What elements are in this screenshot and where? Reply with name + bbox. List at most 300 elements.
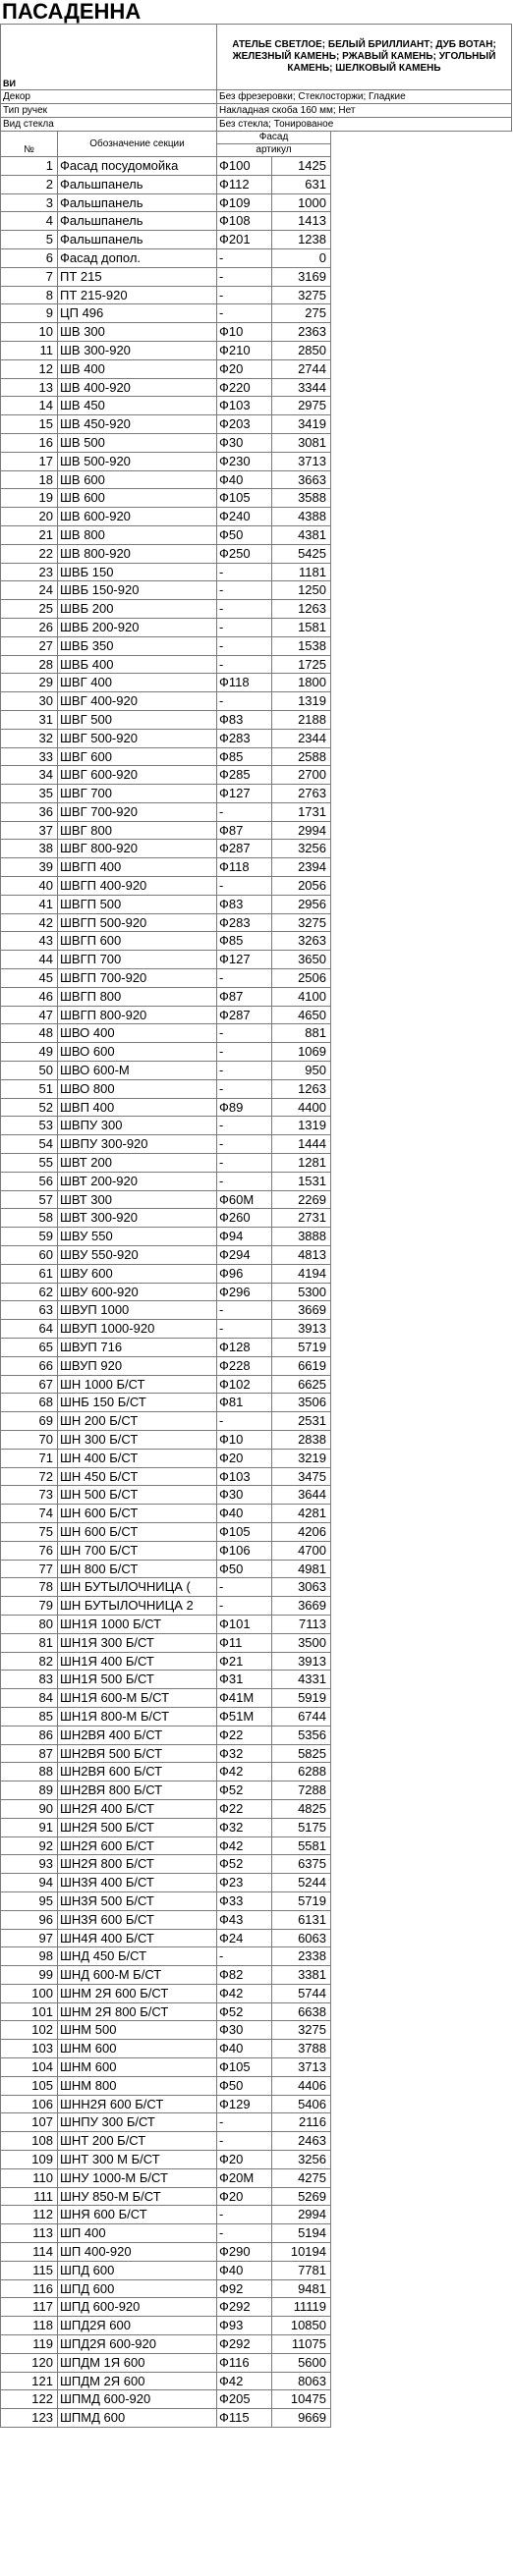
row-number: 25 [1, 600, 58, 619]
row-facade: Ф22 [217, 1726, 272, 1744]
row-section: ШПД 600 [58, 2261, 217, 2279]
row-number: 45 [1, 969, 58, 988]
table-row [1, 1320, 512, 1339]
row-facade: Ф32 [217, 1818, 272, 1836]
row-price: 1800 [272, 674, 331, 692]
row-number: 89 [1, 1781, 58, 1800]
table-row [1, 1929, 512, 1947]
table-row [1, 563, 512, 581]
row-facade: Ф230 [217, 452, 272, 470]
row-facade: Ф128 [217, 1339, 272, 1357]
table-row [1, 1689, 512, 1708]
row-section: ШВ 600-920 [58, 508, 217, 526]
price-table [0, 24, 512, 2428]
row-facade: Ф42 [217, 2372, 272, 2390]
row-facade: Ф129 [217, 2095, 272, 2113]
row-facade: - [217, 1172, 272, 1190]
row-facade: Ф118 [217, 858, 272, 877]
row-facade: Ф52 [217, 1855, 272, 1874]
table-row [1, 2002, 512, 2021]
meta-row-handles [1, 104, 512, 118]
row-section: ШВТ 200 [58, 1154, 217, 1173]
table-row [1, 1135, 512, 1154]
row-section: ШВГ 700-920 [58, 802, 217, 821]
table-row [1, 2243, 512, 2262]
table-row [1, 1228, 512, 1246]
row-facade: - [217, 600, 272, 619]
row-number: 44 [1, 951, 58, 969]
row-number: 110 [1, 2168, 58, 2187]
meta-label: Вид стекла [1, 118, 217, 132]
row-section: ШВГ 400 [58, 674, 217, 692]
row-price: 1263 [272, 600, 331, 619]
row-section: ШВГП 400-920 [58, 877, 217, 896]
row-number: 16 [1, 433, 58, 452]
row-section: ШВГП 700 [58, 951, 217, 969]
row-price: 4206 [272, 1522, 331, 1541]
row-facade: Ф52 [217, 1781, 272, 1800]
table-row [1, 969, 512, 988]
row-facade: Ф51М [217, 1707, 272, 1726]
row-price: 5719 [272, 1891, 331, 1910]
row-section: ШН 500 Б/СТ [58, 1486, 217, 1505]
row-number: 69 [1, 1412, 58, 1431]
row-number: 11 [1, 341, 58, 359]
meta-value: Накладная скоба 160 мм; Нет [217, 104, 512, 118]
row-price: 2363 [272, 323, 331, 342]
row-number: 6 [1, 248, 58, 267]
row-facade: Ф210 [217, 341, 272, 359]
col-num-header: № [1, 132, 58, 157]
row-number: 56 [1, 1172, 58, 1190]
table-row [1, 2187, 512, 2206]
row-number: 53 [1, 1117, 58, 1135]
row-price: 4406 [272, 2076, 331, 2095]
row-price: 7113 [272, 1615, 331, 1633]
row-section: Фасад посудомойка [58, 157, 217, 176]
row-section: ШВ 300 [58, 323, 217, 342]
row-section: ШН3Я 500 Б/СТ [58, 1891, 217, 1910]
row-number: 30 [1, 692, 58, 711]
table-row [1, 729, 512, 747]
table-row [1, 2372, 512, 2390]
row-number: 10 [1, 323, 58, 342]
row-facade: - [217, 802, 272, 821]
row-number: 33 [1, 747, 58, 766]
row-number: 68 [1, 1394, 58, 1412]
row-section: ШНУ 1000-М Б/СТ [58, 2168, 217, 2187]
table-row [1, 1079, 512, 1098]
row-facade: Ф108 [217, 212, 272, 231]
vi-label: ВИ [1, 25, 217, 90]
row-section: ШВУП 920 [58, 1356, 217, 1375]
table-row [1, 1984, 512, 2002]
table-row [1, 1578, 512, 1597]
row-price: 9669 [272, 2409, 331, 2428]
row-price: 4981 [272, 1560, 331, 1578]
row-price: 6375 [272, 1855, 331, 1874]
row-section: ШВ 400-920 [58, 378, 217, 397]
row-facade: Ф89 [217, 1098, 272, 1117]
row-section: ШВО 800 [58, 1079, 217, 1098]
row-number: 92 [1, 1836, 58, 1855]
row-facade: Ф127 [217, 785, 272, 803]
row-number: 36 [1, 802, 58, 821]
table-row [1, 1449, 512, 1467]
row-number: 2 [1, 175, 58, 193]
table-row [1, 1781, 512, 1800]
row-price: 3500 [272, 1633, 331, 1652]
row-facade: Ф285 [217, 766, 272, 785]
row-section: ШПД2Я 600-920 [58, 2335, 217, 2354]
row-facade: Ф81 [217, 1394, 272, 1412]
row-facade: Ф20 [217, 1449, 272, 1467]
row-price: 2763 [272, 785, 331, 803]
row-number: 122 [1, 2390, 58, 2409]
table-row [1, 802, 512, 821]
row-number: 86 [1, 1726, 58, 1744]
row-section: ШВПУ 300 [58, 1117, 217, 1135]
row-number: 34 [1, 766, 58, 785]
row-facade: Ф103 [217, 397, 272, 415]
row-section: ШВГ 500 [58, 710, 217, 729]
table-row [1, 2076, 512, 2095]
row-price: 2116 [272, 2113, 331, 2132]
row-price: 3256 [272, 2151, 331, 2169]
row-price: 950 [272, 1062, 331, 1080]
row-section: ШВТ 200-920 [58, 1172, 217, 1190]
row-section: ШВГ 600-920 [58, 766, 217, 785]
table-row [1, 193, 512, 212]
table-row [1, 1430, 512, 1449]
table-row [1, 1707, 512, 1726]
row-section: ШВО 600 [58, 1043, 217, 1062]
row-number: 35 [1, 785, 58, 803]
row-facade: - [217, 2113, 272, 2132]
row-price: 4281 [272, 1505, 331, 1523]
row-number: 8 [1, 286, 58, 304]
row-number: 4 [1, 212, 58, 231]
row-number: 38 [1, 840, 58, 858]
row-facade: Ф102 [217, 1375, 272, 1394]
row-number: 1 [1, 157, 58, 176]
row-number: 99 [1, 1966, 58, 1985]
row-number: 105 [1, 2076, 58, 2095]
row-price: 6638 [272, 2002, 331, 2021]
row-facade: Ф32 [217, 1744, 272, 1763]
row-number: 113 [1, 2224, 58, 2243]
row-section: ШН 400 Б/СТ [58, 1449, 217, 1467]
row-price: 5300 [272, 1283, 331, 1301]
table-row [1, 1246, 512, 1265]
row-number: 48 [1, 1024, 58, 1043]
row-section: ШВБ 200-920 [58, 618, 217, 636]
row-section: ШН3Я 400 Б/СТ [58, 1874, 217, 1892]
row-section: Фальшпанель [58, 193, 217, 212]
row-number: 12 [1, 359, 58, 378]
table-row [1, 1209, 512, 1228]
row-price: 1731 [272, 802, 331, 821]
row-number: 88 [1, 1763, 58, 1781]
row-number: 23 [1, 563, 58, 581]
table-row [1, 2040, 512, 2058]
row-facade: - [217, 1412, 272, 1431]
row-facade: Ф40 [217, 2261, 272, 2279]
row-facade: Ф101 [217, 1615, 272, 1633]
table-row [1, 1264, 512, 1283]
table-row [1, 1541, 512, 1560]
row-price: 4331 [272, 1671, 331, 1689]
table-row [1, 1652, 512, 1671]
row-section: ШПМД 600 [58, 2409, 217, 2428]
table-row [1, 655, 512, 674]
row-section: ШН 300 Б/СТ [58, 1430, 217, 1449]
row-price: 2344 [272, 729, 331, 747]
row-price: 6131 [272, 1910, 331, 1929]
table-row [1, 1486, 512, 1505]
table-row [1, 766, 512, 785]
row-section: ПТ 215 [58, 267, 217, 286]
row-section: ШПД 600-920 [58, 2298, 217, 2317]
row-price: 4275 [272, 2168, 331, 2187]
row-section: ШН1Я 1000 Б/СТ [58, 1615, 217, 1633]
row-facade: Ф85 [217, 747, 272, 766]
meta-value: Без фрезеровки; Стеклосторжи; Гладкие [217, 90, 512, 104]
row-price: 1069 [272, 1043, 331, 1062]
row-facade: Ф10 [217, 1430, 272, 1449]
row-number: 7 [1, 267, 58, 286]
row-section: ШНУ 850-М Б/СТ [58, 2187, 217, 2206]
row-section: ШПДМ 2Я 600 [58, 2372, 217, 2390]
row-facade: Ф112 [217, 175, 272, 193]
row-number: 15 [1, 415, 58, 434]
row-facade: Ф292 [217, 2298, 272, 2317]
row-facade: - [217, 618, 272, 636]
row-facade: Ф105 [217, 1522, 272, 1541]
row-price: 3788 [272, 2040, 331, 2058]
row-facade: Ф127 [217, 951, 272, 969]
row-price: 10194 [272, 2243, 331, 2262]
table-row [1, 858, 512, 877]
row-section: ШВТ 300-920 [58, 1209, 217, 1228]
row-section: ШВГП 700-920 [58, 969, 217, 988]
table-row [1, 2021, 512, 2040]
meta-row-glass [1, 118, 512, 132]
row-number: 55 [1, 1154, 58, 1173]
row-facade: Ф60М [217, 1190, 272, 1209]
row-section: ШНТ 300 М Б/СТ [58, 2151, 217, 2169]
row-section: ШВГП 500-920 [58, 913, 217, 932]
row-number: 72 [1, 1467, 58, 1486]
page-title: ПАСАДЕННА [2, 0, 142, 24]
table-row [1, 1891, 512, 1910]
table-row [1, 1560, 512, 1578]
table-row [1, 2151, 512, 2169]
table-row [1, 692, 512, 711]
table-row [1, 2390, 512, 2409]
row-facade: Ф105 [217, 2058, 272, 2077]
row-price: 3081 [272, 433, 331, 452]
row-price: 2744 [272, 359, 331, 378]
row-section: ШВ 600 [58, 489, 217, 508]
row-facade: - [217, 267, 272, 286]
table-row [1, 2335, 512, 2354]
row-section: ШВУ 600 [58, 1264, 217, 1283]
table-row [1, 710, 512, 729]
row-facade: Ф11 [217, 1633, 272, 1652]
row-price: 2838 [272, 1430, 331, 1449]
row-price: 2269 [272, 1190, 331, 1209]
table-row [1, 1744, 512, 1763]
row-facade: Ф50 [217, 525, 272, 544]
row-section: ШВ 450-920 [58, 415, 217, 434]
table-row [1, 1910, 512, 1929]
row-price: 881 [272, 1024, 331, 1043]
row-number: 41 [1, 895, 58, 913]
row-section: ШН 800 Б/СТ [58, 1560, 217, 1578]
row-number: 71 [1, 1449, 58, 1467]
row-price: 3344 [272, 378, 331, 397]
row-section: ШН 450 Б/СТ [58, 1467, 217, 1486]
row-facade: Ф43 [217, 1910, 272, 1929]
row-facade: Ф23 [217, 1874, 272, 1892]
row-number: 26 [1, 618, 58, 636]
row-price: 11119 [272, 2298, 331, 2317]
row-price: 0 [272, 248, 331, 267]
table-row [1, 378, 512, 397]
row-number: 17 [1, 452, 58, 470]
row-number: 100 [1, 1984, 58, 2002]
row-price: 1000 [272, 193, 331, 212]
row-facade: - [217, 1117, 272, 1135]
row-price: 5244 [272, 1874, 331, 1892]
row-section: ШВГП 600 [58, 932, 217, 951]
row-number: 28 [1, 655, 58, 674]
table-row [1, 1615, 512, 1633]
row-facade: Ф105 [217, 489, 272, 508]
row-number: 70 [1, 1430, 58, 1449]
row-facade: Ф30 [217, 433, 272, 452]
row-section: ШНМ 2Я 600 Б/СТ [58, 1984, 217, 2002]
row-section: ШН БУТЫЛОЧНИЦА ( [58, 1578, 217, 1597]
row-price: 2700 [272, 766, 331, 785]
row-number: 51 [1, 1079, 58, 1098]
row-price: 275 [272, 304, 331, 323]
row-section: ШПД 600 [58, 2279, 217, 2298]
row-section: ШВУ 550-920 [58, 1246, 217, 1265]
row-price: 1531 [272, 1172, 331, 1190]
row-section: ШПМД 600-920 [58, 2390, 217, 2409]
table-row [1, 1154, 512, 1173]
row-price: 5406 [272, 2095, 331, 2113]
column-header-row [1, 132, 512, 144]
row-price: 1444 [272, 1135, 331, 1154]
table-row [1, 1836, 512, 1855]
row-section: ШПД2Я 600 [58, 2317, 217, 2335]
row-number: 31 [1, 710, 58, 729]
table-row [1, 600, 512, 619]
table-row [1, 2298, 512, 2317]
table-row [1, 452, 512, 470]
col-article-header: артикул [217, 144, 331, 157]
table-row [1, 1763, 512, 1781]
row-price: 4650 [272, 1006, 331, 1024]
row-number: 18 [1, 470, 58, 489]
row-facade: Ф205 [217, 2390, 272, 2409]
row-number: 101 [1, 2002, 58, 2021]
row-facade: Ф201 [217, 231, 272, 249]
row-price: 5356 [272, 1726, 331, 1744]
row-number: 13 [1, 378, 58, 397]
row-facade: - [217, 877, 272, 896]
row-price: 2731 [272, 1209, 331, 1228]
row-section: ШН2ВЯ 500 Б/СТ [58, 1744, 217, 1763]
row-price: 3713 [272, 2058, 331, 2077]
table-row [1, 2095, 512, 2113]
row-price: 6288 [272, 1763, 331, 1781]
row-section: ШВ 500-920 [58, 452, 217, 470]
row-price: 2956 [272, 895, 331, 913]
table-row [1, 1394, 512, 1412]
table-row [1, 231, 512, 249]
row-number: 65 [1, 1339, 58, 1357]
row-price: 3419 [272, 415, 331, 434]
row-section: ШНД 600-М Б/СТ [58, 1966, 217, 1985]
row-facade: Ф220 [217, 378, 272, 397]
row-facade: Ф109 [217, 193, 272, 212]
table-row [1, 2353, 512, 2372]
row-facade: - [217, 2206, 272, 2224]
row-facade: Ф115 [217, 2409, 272, 2428]
table-row [1, 1412, 512, 1431]
row-section: Фальшпанель [58, 231, 217, 249]
table-row [1, 987, 512, 1006]
row-price: 8063 [272, 2372, 331, 2390]
row-section: ШВГП 500 [58, 895, 217, 913]
row-number: 96 [1, 1910, 58, 1929]
row-price: 3588 [272, 489, 331, 508]
row-facade: Ф118 [217, 674, 272, 692]
table-row [1, 304, 512, 323]
row-section: ШН 1000 Б/СТ [58, 1375, 217, 1394]
row-facade: Ф240 [217, 508, 272, 526]
row-section: Фальшпанель [58, 175, 217, 193]
row-number: 97 [1, 1929, 58, 1947]
row-number: 42 [1, 913, 58, 932]
row-price: 2056 [272, 877, 331, 896]
row-price: 9481 [272, 2279, 331, 2298]
row-section: ШВ 800-920 [58, 544, 217, 563]
row-section: ШН 600 Б/СТ [58, 1522, 217, 1541]
row-facade: Ф33 [217, 1891, 272, 1910]
row-facade: Ф85 [217, 932, 272, 951]
row-price: 5269 [272, 2187, 331, 2206]
row-number: 21 [1, 525, 58, 544]
row-number: 108 [1, 2132, 58, 2151]
row-number: 95 [1, 1891, 58, 1910]
table-row [1, 747, 512, 766]
row-facade: Ф31 [217, 1671, 272, 1689]
row-facade: - [217, 248, 272, 267]
row-facade: - [217, 1947, 272, 1966]
row-facade: Ф20 [217, 2187, 272, 2206]
table-row [1, 1505, 512, 1523]
table-row [1, 618, 512, 636]
row-section: ШВТ 300 [58, 1190, 217, 1209]
table-row [1, 544, 512, 563]
table-row [1, 1947, 512, 1966]
row-price: 3913 [272, 1320, 331, 1339]
